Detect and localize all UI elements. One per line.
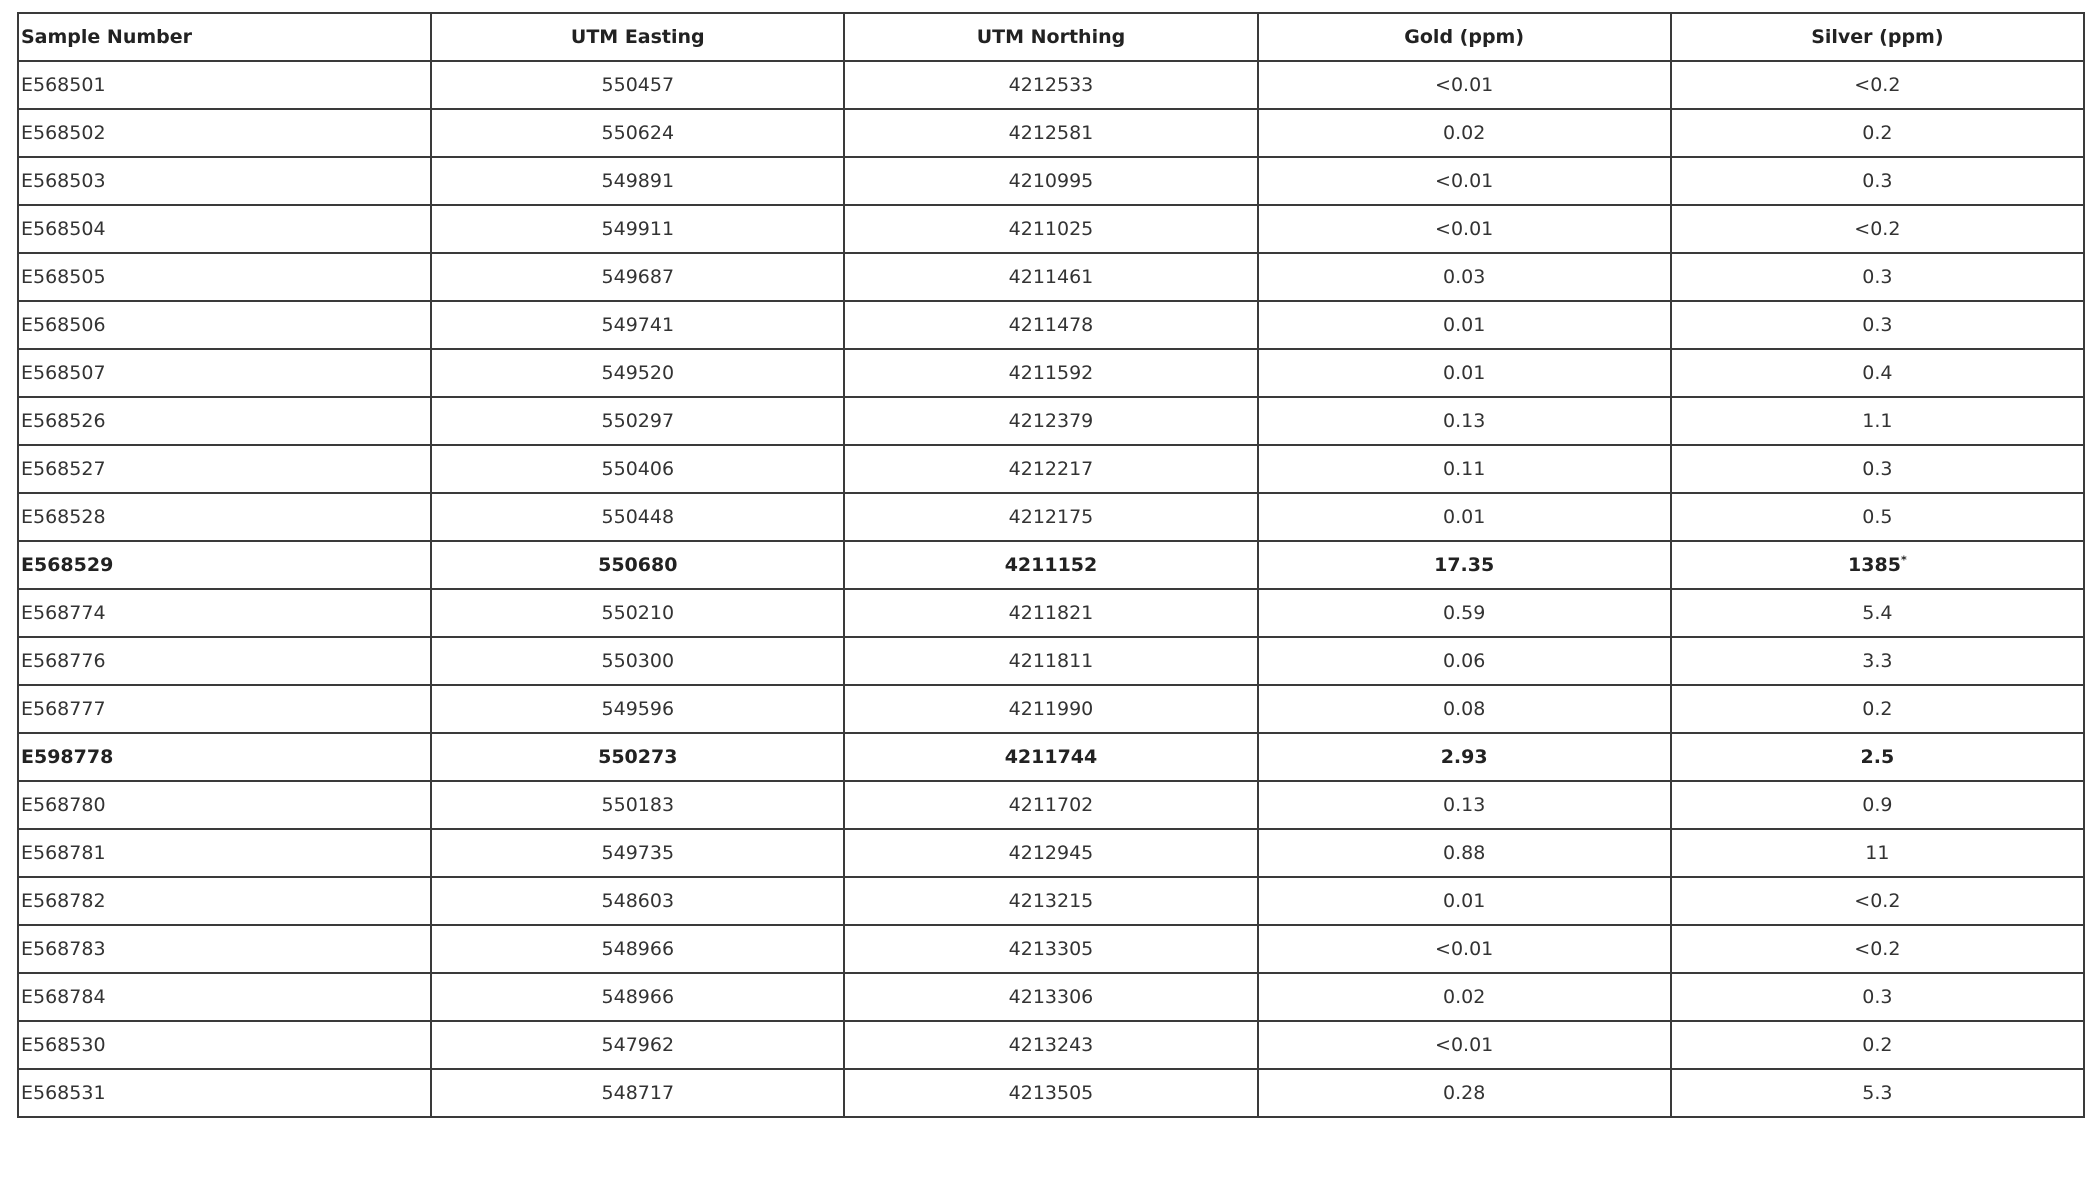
cell-utm-easting — [431, 493, 844, 541]
cell-gold-ppm — [1258, 253, 1671, 301]
cell-silver-ppm — [1671, 541, 2084, 589]
cell-gold-ppm — [1258, 397, 1671, 445]
table-row — [18, 781, 2084, 829]
table-row — [18, 61, 2084, 109]
cell-utm-northing — [844, 205, 1257, 253]
table-row — [18, 1069, 2084, 1117]
cell-utm-northing — [844, 301, 1257, 349]
cell-utm-northing-value: 4213243 — [1008, 1034, 1094, 1056]
cell-gold-ppm — [1258, 493, 1671, 541]
cell-sample-number — [18, 301, 431, 349]
cell-sample-number — [18, 733, 431, 781]
table-row — [18, 1021, 2084, 1069]
table-row — [18, 829, 2084, 877]
cell-silver-ppm-value: 1385 — [1848, 554, 1901, 576]
cell-silver-ppm — [1671, 253, 2084, 301]
cell-utm-easting — [431, 253, 844, 301]
cell-silver-ppm — [1671, 1069, 2084, 1117]
cell-silver-ppm-value: 3.3 — [1862, 650, 1893, 672]
cell-silver-ppm — [1671, 877, 2084, 925]
table-row — [18, 109, 2084, 157]
cell-silver-ppm — [1671, 349, 2084, 397]
cell-utm-northing — [844, 589, 1257, 637]
cell-utm-northing-value: 4212581 — [1008, 122, 1094, 144]
cell-gold-ppm-value: <0.01 — [1435, 218, 1494, 240]
cell-gold-ppm-value: <0.01 — [1435, 74, 1494, 96]
table-row — [18, 493, 2084, 541]
cell-utm-northing-value: 4211744 — [1004, 746, 1098, 768]
cell-utm-northing-value: 4211152 — [1004, 554, 1098, 576]
cell-silver-ppm-value: 0.3 — [1862, 170, 1893, 192]
cell-silver-ppm — [1671, 925, 2084, 973]
cell-utm-northing-value: 4211592 — [1008, 362, 1094, 384]
table-row — [18, 397, 2084, 445]
cell-utm-northing-value: 4210995 — [1008, 170, 1094, 192]
cell-utm-easting-value: 549911 — [601, 218, 675, 240]
cell-sample-number-value: E568503 — [21, 170, 106, 192]
cell-utm-easting-value: 550406 — [601, 458, 675, 480]
cell-silver-ppm — [1671, 1021, 2084, 1069]
cell-utm-northing — [844, 61, 1257, 109]
cell-utm-easting — [431, 637, 844, 685]
cell-silver-ppm-value: 2.5 — [1860, 746, 1895, 768]
cell-gold-ppm-value: 0.88 — [1443, 842, 1486, 864]
cell-silver-ppm-value: 1.1 — [1862, 410, 1893, 432]
cell-sample-number — [18, 157, 431, 205]
cell-silver-ppm — [1671, 781, 2084, 829]
cell-gold-ppm — [1258, 637, 1671, 685]
cell-silver-ppm-value: 0.3 — [1862, 314, 1893, 336]
cell-utm-northing-value: 4211990 — [1008, 698, 1094, 720]
cell-gold-ppm-value: 0.13 — [1443, 794, 1486, 816]
cell-gold-ppm-value: 0.01 — [1443, 362, 1486, 384]
table-row — [18, 157, 2084, 205]
cell-gold-ppm — [1258, 157, 1671, 205]
cell-silver-ppm-value: <0.2 — [1854, 890, 1901, 912]
cell-utm-northing — [844, 877, 1257, 925]
cell-gold-ppm-value: 0.08 — [1443, 698, 1486, 720]
cell-sample-number — [18, 253, 431, 301]
cell-sample-number-value: E568784 — [21, 986, 106, 1008]
cell-silver-ppm — [1671, 973, 2084, 1021]
cell-silver-ppm — [1671, 205, 2084, 253]
cell-gold-ppm — [1258, 685, 1671, 733]
cell-sample-number-value: E568529 — [21, 554, 114, 576]
cell-utm-northing-value: 4212217 — [1008, 458, 1094, 480]
cell-utm-easting-value: 550624 — [601, 122, 675, 144]
cell-utm-northing — [844, 685, 1257, 733]
cell-sample-number-value: E568526 — [21, 410, 106, 432]
cell-gold-ppm-value: <0.01 — [1435, 938, 1494, 960]
table-row — [18, 685, 2084, 733]
cell-utm-easting-value: 547962 — [601, 1034, 675, 1056]
cell-gold-ppm — [1258, 349, 1671, 397]
cell-silver-ppm — [1671, 301, 2084, 349]
cell-gold-ppm-value: 0.28 — [1443, 1082, 1486, 1104]
cell-gold-ppm — [1258, 589, 1671, 637]
cell-sample-number-value: E568530 — [21, 1034, 106, 1056]
cell-sample-number — [18, 1021, 431, 1069]
cell-utm-northing — [844, 733, 1257, 781]
cell-utm-easting — [431, 157, 844, 205]
cell-utm-easting — [431, 925, 844, 973]
cell-gold-ppm — [1258, 541, 1671, 589]
cell-utm-easting — [431, 685, 844, 733]
cell-gold-ppm-value: <0.01 — [1435, 1034, 1494, 1056]
cell-sample-number-value: E568782 — [21, 890, 106, 912]
cell-utm-easting-value: 550448 — [601, 506, 675, 528]
table-row — [18, 637, 2084, 685]
cell-utm-northing — [844, 253, 1257, 301]
cell-sample-number-value: E568777 — [21, 698, 106, 720]
cell-silver-ppm-value: <0.2 — [1854, 218, 1901, 240]
cell-gold-ppm-value: <0.01 — [1435, 170, 1494, 192]
cell-silver-ppm — [1671, 829, 2084, 877]
cell-utm-northing — [844, 445, 1257, 493]
cell-silver-ppm-value: 0.3 — [1862, 986, 1893, 1008]
cell-utm-easting-value: 550183 — [601, 794, 675, 816]
cell-gold-ppm — [1258, 301, 1671, 349]
cell-sample-number — [18, 973, 431, 1021]
cell-sample-number-value: E568783 — [21, 938, 106, 960]
cell-sample-number-value: E568507 — [21, 362, 106, 384]
cell-gold-ppm-value: 0.02 — [1443, 986, 1486, 1008]
cell-sample-number-value: E568501 — [21, 74, 106, 96]
cell-sample-number-value: E568504 — [21, 218, 106, 240]
column-header-sample-number: Sample Number — [18, 13, 431, 61]
cell-utm-northing-value: 4213215 — [1008, 890, 1094, 912]
cell-sample-number-value: E568531 — [21, 1082, 106, 1104]
cell-silver-ppm — [1671, 493, 2084, 541]
cell-sample-number — [18, 829, 431, 877]
cell-utm-northing-value: 4212379 — [1008, 410, 1094, 432]
cell-utm-northing-value: 4211478 — [1008, 314, 1094, 336]
cell-sample-number — [18, 205, 431, 253]
cell-utm-northing-value: 4212945 — [1008, 842, 1094, 864]
cell-utm-easting-value: 550300 — [601, 650, 675, 672]
cell-utm-easting-value: 550297 — [601, 410, 675, 432]
cell-sample-number — [18, 925, 431, 973]
cell-utm-easting-value: 550680 — [598, 554, 678, 576]
cell-sample-number — [18, 685, 431, 733]
cell-sample-number-value: E598778 — [21, 746, 114, 768]
cell-silver-ppm-value: 0.2 — [1862, 122, 1893, 144]
table-row — [18, 925, 2084, 973]
cell-utm-easting-value: 549891 — [601, 170, 675, 192]
cell-utm-easting — [431, 877, 844, 925]
cell-gold-ppm — [1258, 781, 1671, 829]
cell-gold-ppm — [1258, 205, 1671, 253]
cell-sample-number — [18, 493, 431, 541]
cell-utm-easting — [431, 973, 844, 1021]
cell-sample-number-value: E568780 — [21, 794, 106, 816]
cell-utm-northing-value: 4213505 — [1008, 1082, 1094, 1104]
cell-gold-ppm — [1258, 61, 1671, 109]
cell-utm-northing — [844, 349, 1257, 397]
cell-sample-number — [18, 349, 431, 397]
cell-sample-number-value: E568505 — [21, 266, 106, 288]
table-row — [18, 541, 2084, 589]
cell-silver-ppm-value: 5.3 — [1862, 1082, 1893, 1104]
cell-utm-easting-value: 550210 — [601, 602, 675, 624]
cell-silver-ppm — [1671, 637, 2084, 685]
cell-utm-easting-value: 549687 — [601, 266, 675, 288]
cell-silver-ppm-value: 0.9 — [1862, 794, 1893, 816]
cell-utm-northing — [844, 1021, 1257, 1069]
cell-sample-number — [18, 1069, 431, 1117]
cell-silver-ppm — [1671, 589, 2084, 637]
cell-utm-easting — [431, 349, 844, 397]
table-row — [18, 253, 2084, 301]
cell-silver-ppm — [1671, 157, 2084, 205]
cell-gold-ppm-value: 0.11 — [1443, 458, 1486, 480]
table-row — [18, 973, 2084, 1021]
cell-gold-ppm-value: 0.01 — [1443, 314, 1486, 336]
cell-gold-ppm-value: 0.02 — [1443, 122, 1486, 144]
cell-utm-easting — [431, 733, 844, 781]
assay-table-container — [17, 12, 2085, 1118]
cell-gold-ppm-value: 0.01 — [1443, 890, 1486, 912]
cell-sample-number — [18, 109, 431, 157]
cell-gold-ppm — [1258, 925, 1671, 973]
cell-utm-northing — [844, 397, 1257, 445]
column-header-utm-easting: UTM Easting — [431, 13, 844, 61]
footnote-marker: * — [1900, 553, 1907, 567]
cell-utm-easting — [431, 301, 844, 349]
cell-silver-ppm-value: <0.2 — [1854, 74, 1901, 96]
cell-silver-ppm-value: 0.4 — [1862, 362, 1893, 384]
table-row — [18, 445, 2084, 493]
cell-utm-easting-value: 548966 — [601, 986, 675, 1008]
cell-gold-ppm — [1258, 973, 1671, 1021]
cell-silver-ppm — [1671, 109, 2084, 157]
cell-sample-number-value: E568502 — [21, 122, 106, 144]
cell-utm-easting — [431, 829, 844, 877]
table-row — [18, 301, 2084, 349]
column-header-gold: Gold (ppm) — [1258, 13, 1671, 61]
cell-sample-number — [18, 61, 431, 109]
cell-gold-ppm-value: 0.59 — [1443, 602, 1486, 624]
cell-utm-easting-value: 549741 — [601, 314, 675, 336]
cell-sample-number — [18, 589, 431, 637]
cell-utm-northing — [844, 829, 1257, 877]
cell-gold-ppm — [1258, 877, 1671, 925]
cell-gold-ppm — [1258, 829, 1671, 877]
cell-gold-ppm — [1258, 733, 1671, 781]
cell-gold-ppm-value: 2.93 — [1440, 746, 1488, 768]
cell-silver-ppm — [1671, 733, 2084, 781]
cell-sample-number — [18, 877, 431, 925]
cell-gold-ppm-value: 0.01 — [1443, 506, 1486, 528]
cell-utm-easting-value: 549596 — [601, 698, 675, 720]
cell-utm-easting — [431, 1069, 844, 1117]
cell-sample-number — [18, 637, 431, 685]
cell-silver-ppm-value: 0.2 — [1862, 1034, 1893, 1056]
column-header-utm-northing: UTM Northing — [844, 13, 1257, 61]
table-row — [18, 589, 2084, 637]
cell-gold-ppm — [1258, 445, 1671, 493]
cell-utm-easting — [431, 397, 844, 445]
cell-sample-number-value: E568506 — [21, 314, 106, 336]
table-row — [18, 733, 2084, 781]
cell-utm-easting-value: 549735 — [601, 842, 675, 864]
cell-silver-ppm — [1671, 397, 2084, 445]
cell-silver-ppm-value: <0.2 — [1854, 938, 1901, 960]
cell-gold-ppm — [1258, 1021, 1671, 1069]
assay-results-table — [17, 12, 2085, 1118]
cell-utm-northing-value: 4211821 — [1008, 602, 1094, 624]
cell-sample-number — [18, 445, 431, 493]
cell-utm-easting-value: 550273 — [598, 746, 678, 768]
cell-utm-easting-value: 549520 — [601, 362, 675, 384]
cell-utm-northing-value: 4213306 — [1008, 986, 1094, 1008]
cell-utm-northing — [844, 109, 1257, 157]
cell-utm-northing-value: 4213305 — [1008, 938, 1094, 960]
table-body — [18, 61, 2084, 1117]
cell-sample-number-value: E568527 — [21, 458, 106, 480]
cell-utm-easting — [431, 781, 844, 829]
cell-gold-ppm-value: 0.03 — [1443, 266, 1486, 288]
cell-sample-number — [18, 541, 431, 589]
cell-sample-number-value: E568776 — [21, 650, 106, 672]
cell-utm-northing — [844, 925, 1257, 973]
cell-sample-number-value: E568774 — [21, 602, 106, 624]
cell-utm-northing — [844, 1069, 1257, 1117]
cell-utm-northing-value: 4212533 — [1008, 74, 1094, 96]
cell-utm-northing — [844, 541, 1257, 589]
cell-silver-ppm-value: 11 — [1865, 842, 1890, 864]
cell-utm-easting — [431, 1021, 844, 1069]
table-row — [18, 877, 2084, 925]
cell-utm-northing — [844, 781, 1257, 829]
cell-utm-northing-value: 4211702 — [1008, 794, 1094, 816]
header-row — [18, 13, 2084, 61]
cell-sample-number — [18, 781, 431, 829]
cell-silver-ppm — [1671, 61, 2084, 109]
table-header — [18, 13, 2084, 61]
cell-utm-northing — [844, 493, 1257, 541]
cell-gold-ppm-value: 17.35 — [1434, 554, 1495, 576]
cell-gold-ppm — [1258, 109, 1671, 157]
cell-gold-ppm-value: 0.13 — [1443, 410, 1486, 432]
cell-utm-northing-value: 4211025 — [1008, 218, 1094, 240]
cell-sample-number-value: E568528 — [21, 506, 106, 528]
cell-utm-easting-value: 548966 — [601, 938, 675, 960]
cell-sample-number-value: E568781 — [21, 842, 106, 864]
cell-utm-easting — [431, 205, 844, 253]
cell-silver-ppm-value: 0.3 — [1862, 458, 1893, 480]
cell-utm-northing — [844, 637, 1257, 685]
cell-utm-easting — [431, 61, 844, 109]
cell-silver-ppm — [1671, 685, 2084, 733]
cell-utm-northing — [844, 157, 1257, 205]
cell-silver-ppm-value: 0.2 — [1862, 698, 1893, 720]
cell-utm-easting — [431, 589, 844, 637]
cell-utm-easting — [431, 541, 844, 589]
cell-silver-ppm — [1671, 445, 2084, 493]
cell-utm-northing-value: 4212175 — [1008, 506, 1094, 528]
cell-utm-easting-value: 548717 — [601, 1082, 675, 1104]
cell-silver-ppm-value: 5.4 — [1862, 602, 1893, 624]
table-row — [18, 205, 2084, 253]
cell-utm-easting-value: 550457 — [601, 74, 675, 96]
cell-utm-easting — [431, 445, 844, 493]
cell-utm-northing-value: 4211461 — [1008, 266, 1094, 288]
cell-sample-number — [18, 397, 431, 445]
cell-utm-easting-value: 548603 — [601, 890, 675, 912]
cell-gold-ppm — [1258, 1069, 1671, 1117]
cell-gold-ppm-value: 0.06 — [1443, 650, 1486, 672]
cell-utm-northing — [844, 973, 1257, 1021]
cell-silver-ppm-value: 0.5 — [1862, 506, 1893, 528]
cell-utm-northing-value: 4211811 — [1008, 650, 1094, 672]
column-header-silver: Silver (ppm) — [1671, 13, 2084, 61]
cell-silver-ppm-value: 0.3 — [1862, 266, 1893, 288]
table-row — [18, 349, 2084, 397]
cell-utm-easting — [431, 109, 844, 157]
